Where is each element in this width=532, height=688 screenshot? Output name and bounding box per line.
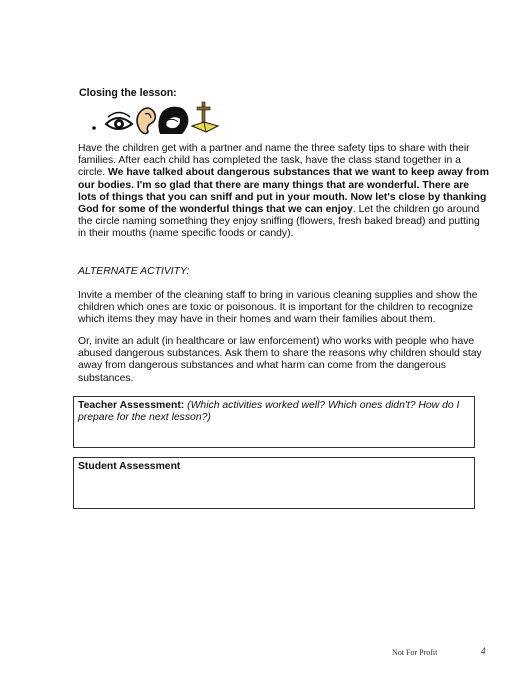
closing-heading: Closing the lesson:: [79, 87, 177, 99]
student-assessment-box[interactable]: [73, 457, 475, 509]
closing-text-2: . Let the children go around the circle naming something they enjoy sniffing (flowers, fresh baked bread) and putting in their mouths (name specific foods or candy).: [78, 204, 480, 240]
eye-icon: [106, 113, 132, 130]
bullet-icon: [92, 126, 96, 130]
student-assessment-label: Student Assessment: [78, 461, 181, 472]
teacher-assessment-label: Teacher Assessment:: [78, 400, 185, 411]
page-number: 4: [481, 646, 486, 656]
alternate-paragraph-1: Invite a member of the cleaning staff to bring in various cleaning supplies and show the children which ones are toxic or poisonous. It is important for the children to recognize which items they may have in their homes and warn their families about them.: [78, 290, 478, 326]
closing-paragraph: [78, 143, 490, 241]
closing-text-1: Have the children get with a partner and name the three safety tips to share with their families. After each child has completed the task, have the class stand together in a circle.: [78, 143, 470, 179]
teacher-assessment-hint: (Which activities worked well? Which ones didn't? How do I prepare for the next lesson?): [78, 400, 460, 424]
teacher-assessment-box[interactable]: [73, 396, 475, 448]
alternate-paragraph-2: Or, invite an adult (in healthcare or law enforcement) who works with people who have abused dangerous substances. Ask them to share the reasons why children should stay away from dangerous substances and what harm can come from the dangerous substances.: [78, 336, 482, 384]
ear-icon: [137, 108, 155, 134]
closing-icons: [90, 100, 230, 136]
alternate-activity-heading: ALTERNATE ACTIVITY:: [78, 266, 190, 277]
cross-bible-icon: [192, 102, 218, 132]
closing-bold-text: We have talked about dangerous substances that we want to keep away from our bodies. I'm so glad that there are many things that are wonderful. There are lots of things that you can sniff and put in your mouth. Now let's close by thanking God for some of the wonderful things that we can enjoy: [78, 167, 489, 216]
head-icon: [158, 107, 188, 134]
footer-text: Not For Profit: [392, 648, 438, 657]
